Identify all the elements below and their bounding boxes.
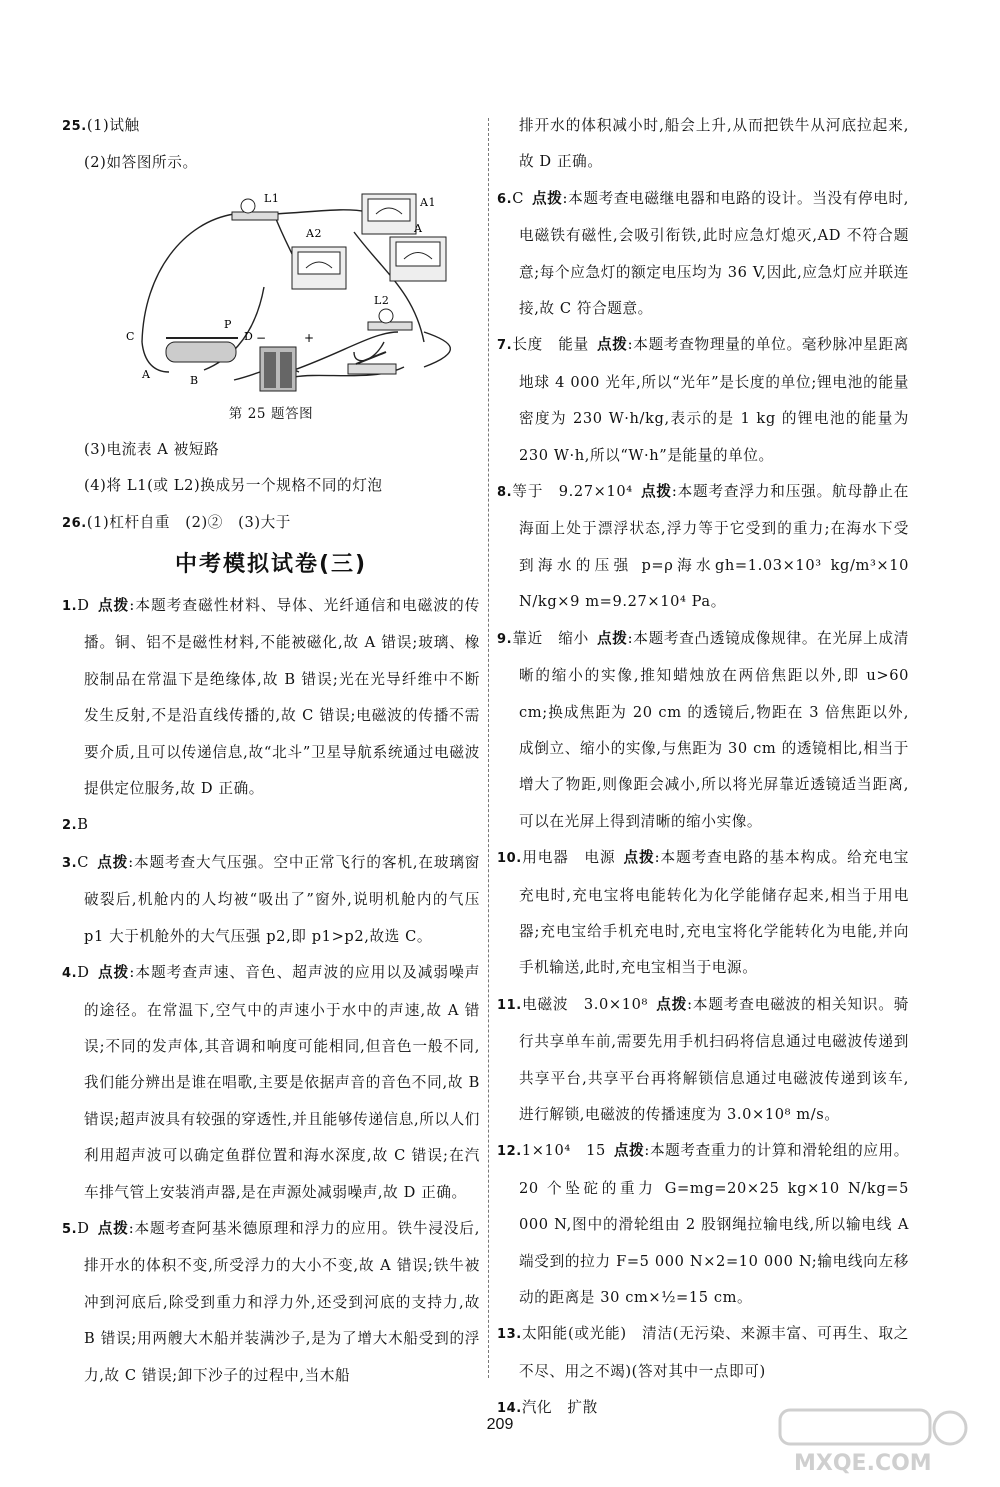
label-minus: − bbox=[256, 330, 267, 345]
q9-keyword: 点拨 bbox=[596, 629, 628, 647]
q14-text: 汽化 扩散 bbox=[521, 1399, 598, 1417]
label-plus: + bbox=[304, 330, 315, 345]
label-l2: L2 bbox=[374, 293, 390, 307]
q6-text: :本题考查电磁继电器和电路的设计。当没有停电时,电磁铁有磁性,会吸引衔铁,此时应急灯熄灭,AD 不符合题意;每个应急灯的额定电压均为 36 V,因此,应急灯应并联连接,故 C 符合题意。 bbox=[519, 189, 909, 318]
q11-keyword: 点拨 bbox=[655, 995, 688, 1013]
q8-number: 8. bbox=[497, 485, 513, 501]
q5-number: 5. bbox=[62, 1221, 78, 1237]
q5-text: :本题考查阿基米德原理和浮力的应用。铁牛浸没后,排开水的体积不变,所受浮力的大小不变,故 A 错误;铁牛被冲到河底后,除受到重力和浮力外,还受到河底的支持力,故 B 错误;用两艘大木船并装满沙子,是为了增大木船受到的浮力,故 C 错误;卸下沙子的过程中,当木船 bbox=[84, 1219, 481, 1384]
q6-number: 6. bbox=[497, 191, 513, 207]
q13-block bbox=[497, 1316, 909, 1390]
right-column bbox=[497, 108, 909, 1428]
q12-answer: 1×10⁴ 15 bbox=[521, 1142, 606, 1160]
q9-number: 9. bbox=[497, 631, 513, 647]
q13-text: 太阳能(或光能) 清洁(无污染、来源丰富、可再生、取之不尽、用之不竭)(答对其中一点即可) bbox=[519, 1325, 909, 1380]
circuit-figure bbox=[124, 192, 464, 396]
q10-keyword: 点拨 bbox=[623, 849, 655, 867]
q26-number: 26. bbox=[62, 515, 87, 531]
q6-block bbox=[497, 181, 909, 328]
q4-block bbox=[62, 955, 480, 1211]
q7-answer: 长度 能量 bbox=[512, 336, 589, 354]
q25-part3: (3)电流表 A 被短路 bbox=[84, 440, 220, 458]
left-column bbox=[62, 108, 480, 1394]
q4-answer: D bbox=[77, 964, 90, 982]
q2-number: 2. bbox=[62, 818, 78, 834]
q13-number: 13. bbox=[497, 1327, 522, 1343]
q4-keyword: 点拨 bbox=[97, 964, 130, 982]
q8-keyword: 点拨 bbox=[640, 483, 672, 501]
q7-number: 7. bbox=[497, 338, 513, 354]
label-a2: A2 bbox=[306, 226, 323, 240]
wire bbox=[142, 214, 234, 342]
q12-text: :本题考查重力的计算和滑轮组的应用。20 个坠砣的重力 G=mg=20×25 kg×10 N/kg=5 000 N,图中的滑轮组由 2 股钢绳拉输电线,所以输电线 A 端受到的拉力 F=5 000 N×2=10 000 N;输电线向左移动的距离是 30 cm×½=15 cm。 bbox=[519, 1142, 909, 1306]
q5-keyword: 点拨 bbox=[97, 1219, 129, 1237]
label-p: P bbox=[224, 317, 233, 331]
q1-number: 1. bbox=[62, 599, 78, 615]
q3-number: 3. bbox=[62, 855, 78, 871]
q10-number: 10. bbox=[497, 851, 522, 867]
watermark-text: MXQE.COM bbox=[794, 1451, 932, 1476]
q3-block bbox=[62, 845, 480, 955]
q11-number: 11. bbox=[497, 997, 522, 1013]
q12-number: 12. bbox=[497, 1144, 522, 1160]
q9-block bbox=[497, 621, 909, 840]
q10-block bbox=[497, 840, 909, 987]
label-c: C bbox=[126, 329, 136, 343]
q4-text: :本题考查声速、音色、超声波的应用以及减弱噪声的途径。在常温下,空气中的声速小于水中的声速,故 A 错误;不同的发声体,其音调和响度可能相同,但音色一般不同,我们能分辨出是谁在唱歌,主要是依据声音的音色不同,故 B 错误;超声波具有较强的穿透性,并且能够传递信息,所以人们利用超声波可以确定鱼群位置和海水深度,故 C 错误;在汽车排气管上安装消声器,是在声源处减弱噪声,故 D 正确。 bbox=[84, 964, 481, 1201]
q5-answer: D bbox=[77, 1219, 90, 1237]
q1-block bbox=[62, 588, 480, 807]
q26-text: (1)杠杆自重 (2)② (3)大于 bbox=[86, 513, 292, 531]
q6-answer: C bbox=[512, 189, 524, 207]
column-divider bbox=[488, 118, 489, 1378]
q7-text: :本题考查物理量的单位。毫秒脉冲星距离地球 4 000 光年,所以“光年”是长度的单位;锂电池的能量密度为 230 W·h/kg,表示的是 1 kg 的锂电池的能量为 230 W·h,所以“W·h”是能量的单位。 bbox=[519, 336, 909, 464]
q1-text: :本题考查磁性材料、导体、光纤通信和电磁波的传播。铜、铝不是磁性材料,不能被磁化,故 A 错误;玻璃、橡胶制品在常温下是绝缘体,故 B 错误;光在光导纤维中不断发生反射,不是沿直线传播的,故 C 错误;电磁波的传播不需要介质,且可以传递信息,故“北斗”卫星导航系统通过电磁波提供定位服务,故 D 正确。 bbox=[84, 597, 481, 798]
q11-text: :本题考查电磁波的相关知识。骑行共享单车前,需要先用手机扫码将信息通过电磁波传递到共享平台,共享平台再将解锁信息通过电磁波传递到该车,进行解锁,电磁波的传播速度为 3.0×10⁸ m/s。 bbox=[519, 995, 910, 1123]
q3-text: :本题考查大气压强。空中正常飞行的客机,在玻璃窗破裂后,机舱内的人均被“吸出了”窗外,说明机舱内的气压 p1 大于机舱外的大气压强 p2,即 p1>p2,故选 C。 bbox=[84, 853, 481, 945]
q9-answer: 靠近 缩小 bbox=[512, 629, 589, 647]
q11-block bbox=[497, 987, 909, 1134]
q7-block bbox=[497, 327, 909, 474]
label-l1: L1 bbox=[264, 191, 280, 205]
label-b: B bbox=[190, 373, 199, 387]
q14-number: 14. bbox=[497, 1401, 522, 1417]
q11-answer: 电磁波 3.0×10⁸ bbox=[521, 995, 648, 1013]
q25-part2: (2)如答图所示。 bbox=[84, 154, 198, 172]
q8-block bbox=[497, 474, 909, 621]
q7-keyword: 点拨 bbox=[596, 336, 628, 354]
q9-text: :本题考查凸透镜成像规律。在光屏上成清晰的缩小的实像,推知蜡烛放在两倍焦距以外,即 u>60 cm;换成焦距为 20 cm 的透镜后,物距在 3 倍焦距以外,成倒立、缩小的实像,与焦距为 30 cm 的透镜相比,相当于增大了物距,则像距会减小,所以将光屏靠近透镜适当距离,可以在光屏上得到清晰的缩小实像。 bbox=[519, 629, 909, 830]
q25-part1: (1)试触 bbox=[86, 117, 140, 134]
section-title: 中考模拟试卷(三) bbox=[174, 552, 368, 578]
q26-line bbox=[62, 505, 480, 542]
q1-keyword: 点拨 bbox=[97, 597, 130, 615]
watermark-logo bbox=[774, 1406, 974, 1476]
label-a: A bbox=[414, 221, 423, 235]
q6-keyword: 点拨 bbox=[531, 189, 563, 207]
circuit-diagram bbox=[124, 192, 464, 396]
q10-answer: 用电器 电源 bbox=[521, 849, 616, 867]
q25-part4: (4)将 L1(或 L2)换成另一个规格不同的灯泡 bbox=[84, 477, 383, 495]
q25-line1 bbox=[62, 108, 480, 145]
q8-answer: 等于 9.27×10⁴ bbox=[512, 483, 633, 501]
q4-number: 4. bbox=[62, 966, 78, 982]
q5-block bbox=[62, 1211, 480, 1394]
figure-caption: 第 25 题答图 bbox=[228, 405, 314, 422]
q2-answer: B bbox=[77, 816, 89, 834]
q25-number: 25. bbox=[62, 119, 87, 134]
q8-text: :本题考查浮力和压强。航母静止在海面上处于漂浮状态,浮力等于它受到的重力;在海水下受到海水的压强 p=ρ海水gh=1.03×10³ kg/m³×10 N/kg×9 m=9.27×10⁴ Pa。 bbox=[519, 483, 909, 611]
q12-block bbox=[497, 1133, 909, 1316]
label-d: D bbox=[244, 329, 254, 343]
label-a1: A1 bbox=[420, 195, 437, 209]
q2-block bbox=[62, 807, 480, 844]
q12-keyword: 点拨 bbox=[613, 1142, 645, 1160]
q10-text: :本题考查电路的基本构成。给充电宝充电时,充电宝将电能转化为化学能储存起来,相当于用电器;充电宝给手机充电时,充电宝将化学能转化为电能,并向手机输送,此时,充电宝相当于电源。 bbox=[519, 849, 909, 977]
page-number: 209 bbox=[486, 1416, 514, 1433]
q5-continuation: 排开水的体积减小时,船会上升,从而把铁牛从河底拉起来,故 D 正确。 bbox=[519, 117, 909, 171]
label-end-a: A bbox=[142, 367, 151, 381]
q3-keyword: 点拨 bbox=[96, 853, 129, 871]
q1-answer: D bbox=[77, 597, 90, 615]
q3-answer: C bbox=[77, 853, 89, 871]
